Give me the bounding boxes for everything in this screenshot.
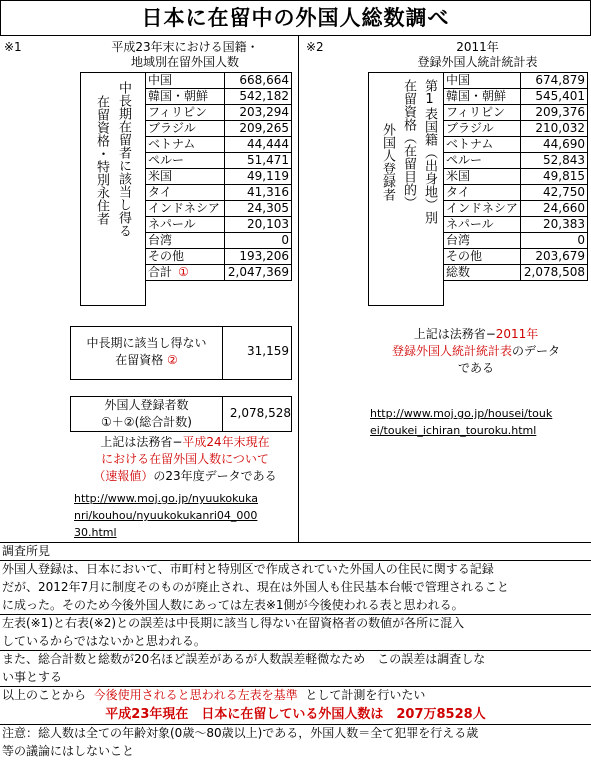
right-source-line3: である (457, 361, 494, 375)
right-category-box (368, 72, 444, 306)
right-country-cell: 米国 (444, 169, 521, 185)
right-value-cell: 42,750 (521, 185, 588, 201)
right-source-suffix: のデータ (512, 344, 561, 358)
right-source-red-2: 登録外国人統計統計表 (391, 344, 512, 358)
left-country-cell: 韓国・朝鮮 (146, 89, 225, 105)
registered-total-box (70, 396, 292, 432)
left-country-cell: 台湾 (146, 233, 225, 249)
left-value-cell: 51,471 (224, 153, 291, 169)
caution-line2: 等の議論にはしないこと (2, 744, 135, 758)
right-country-cell: 中国 (444, 73, 521, 89)
left-source-suffix: の23年度データである (153, 469, 277, 483)
left-value-cell: 193,206 (224, 249, 291, 265)
left-row (146, 217, 292, 233)
right-source-text (362, 326, 590, 377)
right-row (444, 201, 588, 217)
left-row (146, 169, 292, 185)
registered-total-value: 2,078,528 (229, 406, 291, 420)
findings-p1-line1: 外国人登録は、日本において、市町村と特別区で作成されていた外国人の住民に関する記録 (2, 562, 494, 576)
right-mark: ※2 (306, 40, 324, 54)
left-value-cell: 668,664 (224, 73, 291, 89)
right-value-cell: 52,843 (521, 153, 588, 169)
left-url-line3[interactable]: 30.html (74, 526, 117, 539)
left-value-cell: 44,444 (224, 137, 291, 153)
mark-one: ① (178, 265, 189, 279)
findings-p2-line1: 左表(※1)と右表(※2)との誤差は中長期に該当し得ない在留資格者の数値が各所に混入 (2, 616, 465, 630)
left-value-cell: 203,294 (224, 105, 291, 121)
left-value-cell: 24,305 (224, 201, 291, 217)
right-row (444, 169, 588, 185)
findings-p1-line3: に成った。そのため今後外国人数にあっては左表※1側が今後使われる表と思われる。 (2, 598, 464, 612)
left-country-cell: ブラジル (146, 121, 225, 137)
right-value-cell: 49,815 (521, 169, 588, 185)
right-url-line1[interactable]: http://www.moj.go.jp/housei/touk (370, 407, 553, 420)
right-source-link[interactable] (370, 405, 590, 439)
left-row (146, 201, 292, 217)
right-row (444, 185, 588, 201)
right-value-cell: 210,032 (521, 121, 588, 137)
findings-top-rule (0, 542, 591, 543)
left-value-cell: 542,182 (224, 89, 291, 105)
left-country-cell: タイ (146, 185, 225, 201)
left-country-cell: その他 (146, 249, 225, 265)
left-row (146, 185, 292, 201)
right-country-cell: フィリピン (444, 105, 521, 121)
left-source-red-1: 平成24年末現在 (182, 435, 270, 449)
left-row (146, 233, 292, 249)
right-country-cell: タイ (444, 185, 521, 201)
left-row (146, 73, 292, 89)
registered-total-label-line1: 外国人登録者数 (104, 398, 189, 412)
left-country-cell: ベトナム (146, 137, 225, 153)
right-data-table (443, 72, 588, 281)
left-vertical-label-2: 在留資格・特別永住者 (94, 95, 109, 225)
right-value-cell: 44,690 (521, 137, 588, 153)
non-mid-long-term-box (70, 326, 292, 380)
left-country-cell: インドネシア (146, 201, 225, 217)
non-mid-long-term-label-line2: 在留資格 (115, 353, 164, 367)
right-country-cell: ネパール (444, 217, 521, 233)
non-mid-long-term-label-line1: 中長期に該当し得ない (86, 336, 207, 350)
right-country-cell: ペルー (444, 153, 521, 169)
findings-heading: 調査所見 (2, 544, 51, 558)
findings-p2-line2: しているからではないかと思われる。 (2, 634, 206, 648)
left-vertical-label-1: 中長期在留者に該当し得る (116, 81, 131, 237)
right-header-line1: 2011年 (456, 40, 499, 54)
left-value-cell: 49,119 (224, 169, 291, 185)
right-source-prefix: 上記は法務省− (413, 327, 496, 341)
right-vertical-label-1: 第1表国籍（出身地）別 (422, 79, 437, 224)
registered-total-label-line2: ①＋②(総合計数) (101, 415, 192, 429)
findings-p3-line2: い事とする (2, 670, 63, 684)
findings-p4-suffix: として計測を行いたい (305, 688, 426, 702)
right-total-value: 2,078,508 (521, 265, 588, 281)
right-value-cell: 203,679 (521, 249, 588, 265)
page-title: 日本に在留中の外国人総数調べ (0, 0, 591, 36)
left-url-line2[interactable]: nri/kouhou/nyuukokukanri04_000 (74, 509, 258, 522)
column-divider (298, 36, 299, 542)
left-data-table (145, 72, 292, 281)
left-header-line1: 平成23年末における国籍・ (111, 40, 259, 54)
right-row (444, 153, 588, 169)
left-row (146, 105, 292, 121)
findings-p4 (0, 687, 425, 705)
left-country-cell: 米国 (146, 169, 225, 185)
left-row (146, 153, 292, 169)
findings-p3-line1: また、総合計数と総数が20名ほど誤差があるが人数誤差軽微なため この誤差は調査しな (2, 652, 486, 666)
left-country-cell: フィリピン (146, 105, 225, 121)
right-source-red-1: 2011年 (495, 327, 539, 341)
right-country-cell: 韓国・朝鮮 (444, 89, 521, 105)
findings-p4-red: 今後使用されると思われる左表を基準 (93, 688, 298, 702)
left-mark: ※1 (4, 40, 22, 54)
right-vertical-label-2: 在留資格（在留目的） (401, 79, 416, 209)
left-header-line2: 地域別在留外国人数 (130, 55, 239, 69)
right-value-cell: 20,383 (521, 217, 588, 233)
left-row (146, 121, 292, 137)
right-row (444, 105, 588, 121)
right-value-cell: 24,660 (521, 201, 588, 217)
left-url-line1[interactable]: http://www.moj.go.jp/nyuukokuka (74, 492, 258, 505)
conclusion-text: 平成23年現在 日本に在留している外国人数は 207万8528人 (105, 707, 486, 722)
left-source-red-3: （速報値） (93, 469, 154, 483)
right-country-cell: ベトナム (444, 137, 521, 153)
mark-two: ② (167, 353, 178, 367)
right-header-line2: 登録外国人統計統計表 (417, 55, 538, 69)
right-row (444, 121, 588, 137)
left-total-label: 合計 (148, 265, 173, 279)
right-total-row (444, 265, 588, 281)
left-source-text (72, 434, 298, 485)
right-country-cell: その他 (444, 249, 521, 265)
left-total-label-cell (146, 265, 225, 281)
left-total-value: 2,047,369 (224, 265, 291, 281)
left-row (146, 137, 292, 153)
right-row (444, 233, 588, 249)
left-country-cell: ペルー (146, 153, 225, 169)
caution-line1: 注意：総人数は全ての年齢対象(0歳〜80歳以上)である，外国人数＝全て犯罪を行える歳 (2, 726, 479, 740)
left-country-cell: 中国 (146, 73, 225, 89)
left-country-cell: ネパール (146, 217, 225, 233)
left-value-cell: 0 (224, 233, 291, 249)
right-value-cell: 545,401 (521, 89, 588, 105)
right-country-cell: ブラジル (444, 121, 521, 137)
right-value-cell: 674,879 (521, 73, 588, 89)
findings-p4-prefix: 以上のことから (2, 688, 87, 702)
right-row (444, 217, 588, 233)
right-value-cell: 0 (521, 233, 588, 249)
right-row (444, 89, 588, 105)
left-value-cell: 41,316 (224, 185, 291, 201)
right-url-line2[interactable]: ei/toukei_ichiran_touroku.html (370, 424, 537, 437)
right-total-label: 総数 (444, 265, 521, 281)
right-country-cell: 台湾 (444, 233, 521, 249)
right-vertical-label-3: 外国人登録者 (380, 123, 395, 201)
left-value-cell: 209,265 (224, 121, 291, 137)
right-row (444, 137, 588, 153)
left-row (146, 89, 292, 105)
left-total-row (146, 265, 292, 281)
right-row (444, 249, 588, 265)
right-value-cell: 209,376 (521, 105, 588, 121)
right-row (444, 73, 588, 89)
right-country-cell: インドネシア (444, 201, 521, 217)
left-source-prefix: 上記は法務省− (100, 435, 183, 449)
left-category-box (80, 72, 146, 306)
left-source-red-2: における在留外国人数について (101, 452, 269, 466)
left-source-link[interactable] (74, 490, 298, 541)
left-row (146, 249, 292, 265)
findings-p1-line2: だが、2012年7月に制度そのものが廃止され、現在は外国人も住民基本台帳で管理されること (2, 580, 509, 594)
non-mid-long-term-value: 31,159 (247, 344, 289, 358)
left-value-cell: 20,103 (224, 217, 291, 233)
